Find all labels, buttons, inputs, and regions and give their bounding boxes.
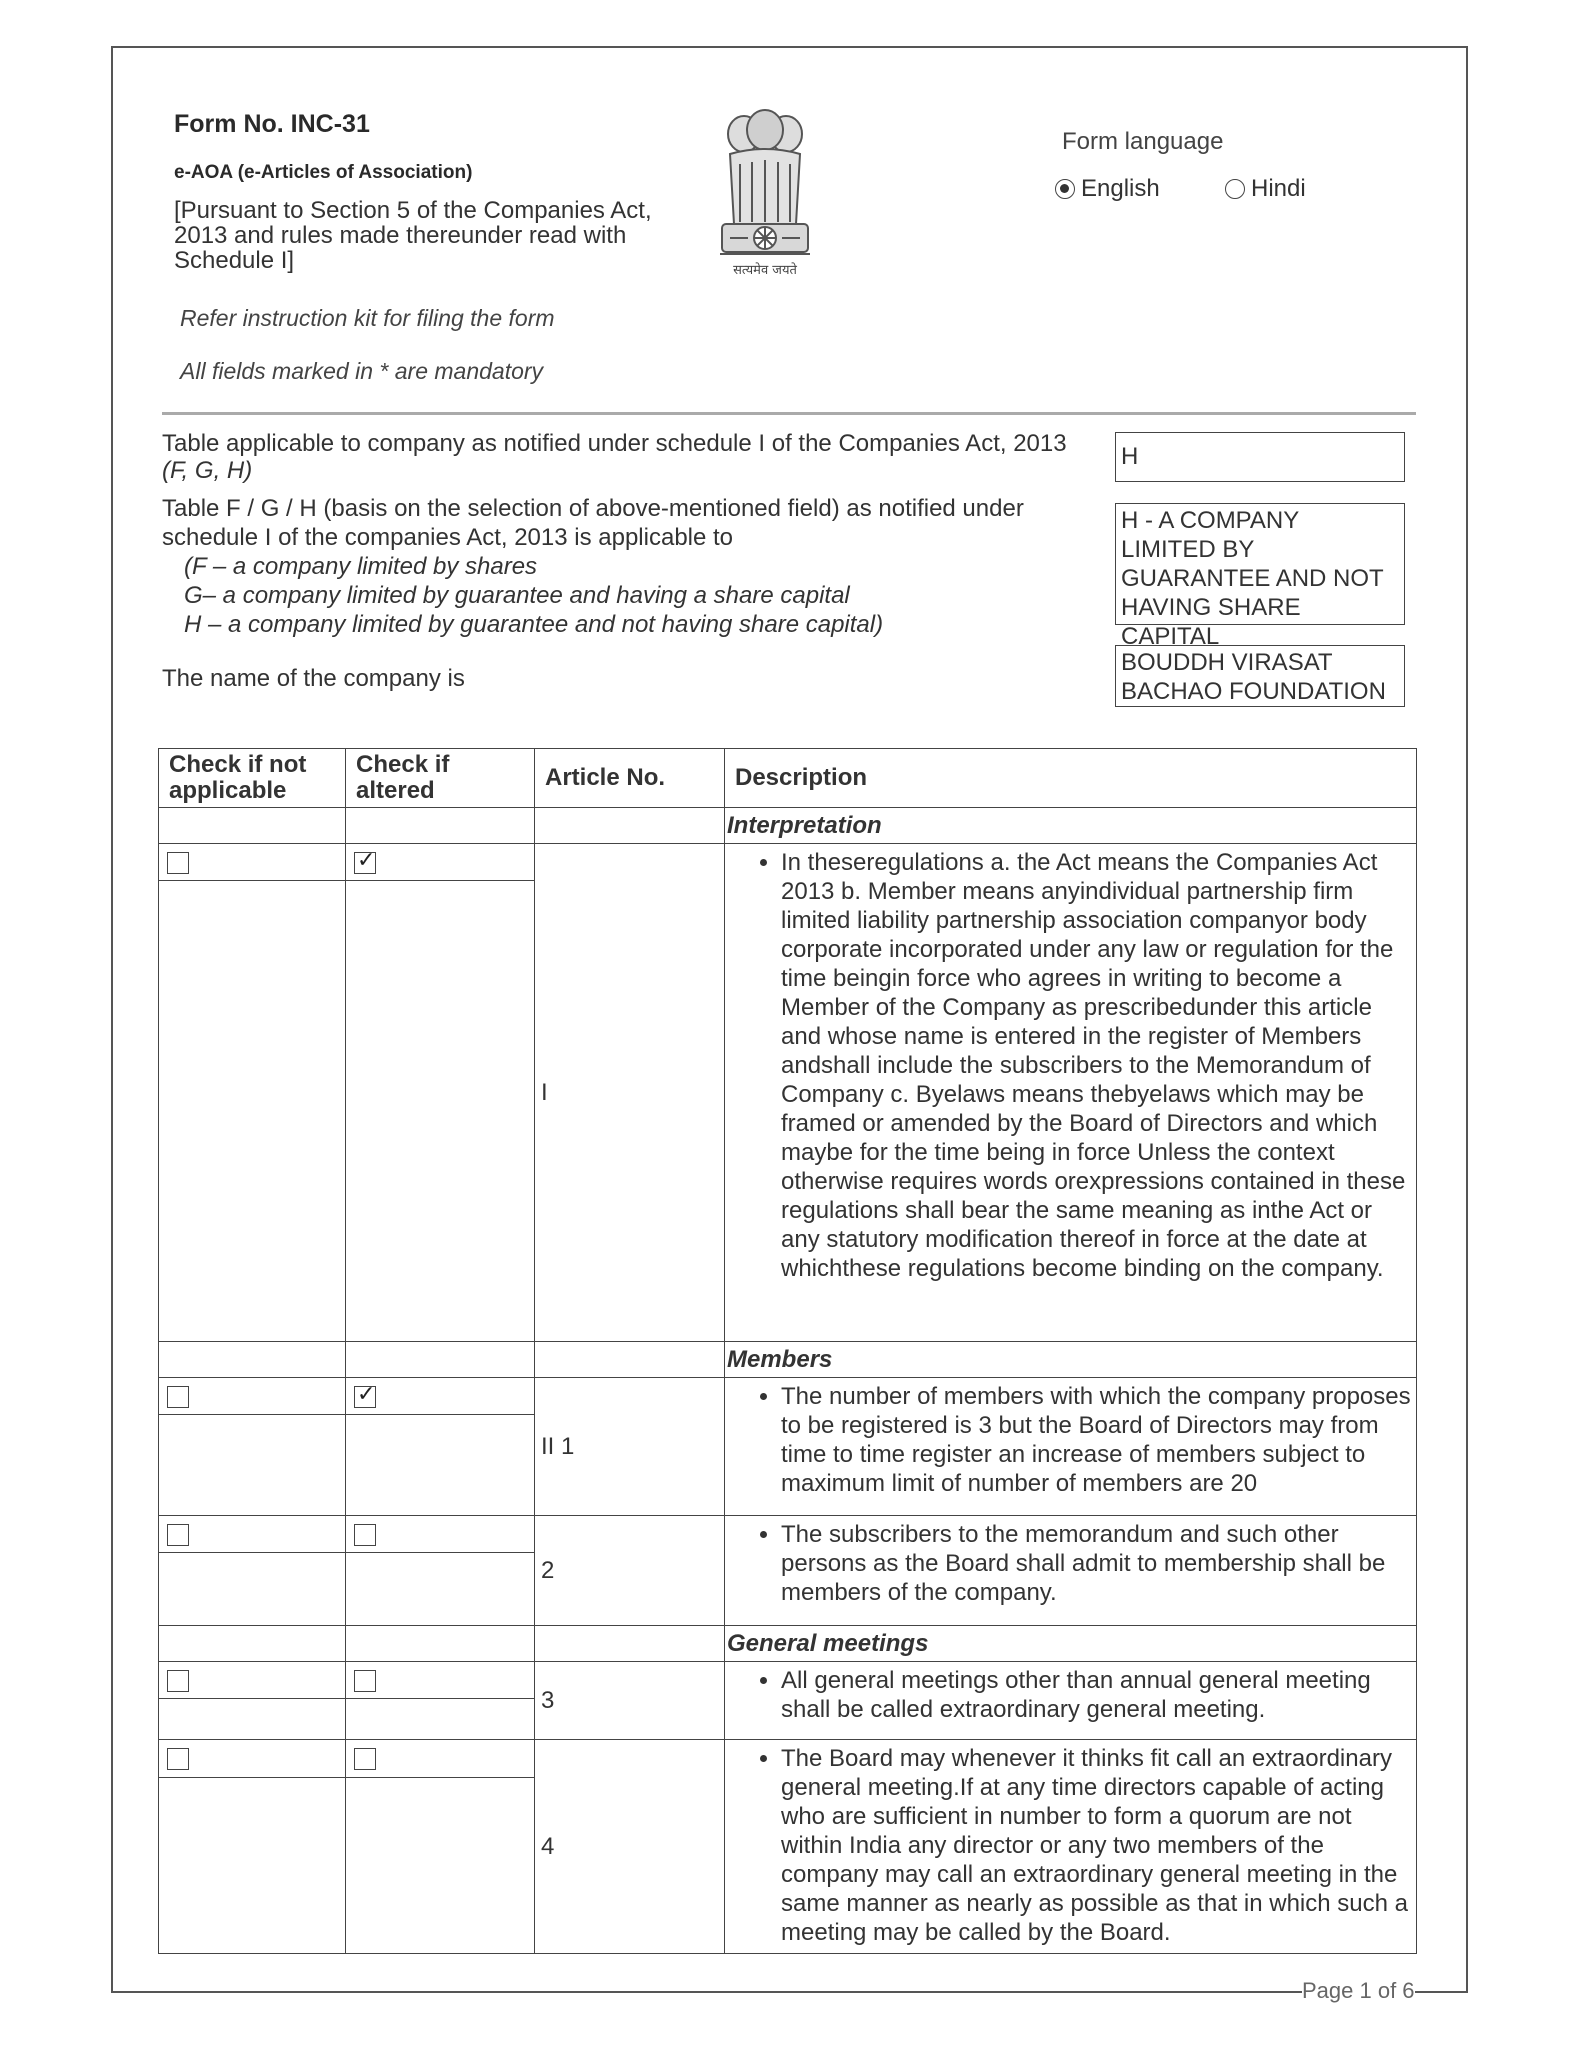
article-number: 4 <box>535 1740 725 1954</box>
table-row <box>159 1378 1417 1415</box>
table-row <box>159 1740 1417 1778</box>
section-row <box>159 1342 1417 1378</box>
question-text: Table applicable to company as notified under schedule I of the Companies Act, 2013 <box>162 430 1067 457</box>
basis-value-field[interactable]: H - A COMPANY LIMITED BY GUARANTEE AND NOT HAVING SHARE CAPITAL <box>1115 503 1405 625</box>
section-row <box>159 1626 1417 1662</box>
article-description: • The Board may whenever it thinks fit call an extraordinary general meeting.If at any time directors capable of acting who are sufficient in number to form a quorum are not within India any director or any two members of the company may call an extraordinary general meeting in the same manner as nearly as possible as that in which such a meeting may be called by the Board. <box>725 1740 1417 1954</box>
section-row <box>159 808 1417 844</box>
not-applicable-checkbox[interactable] <box>167 1748 189 1770</box>
article-description: • In theseregulations a. the Act means the Companies Act 2013 b. Member means anyindividual partnership firm limited liability partnership association companyor body corporate incorporated under any law or regulation for the time beingin force who agrees in writing to become a Member of the Company as prescribedunder this article and whose name is entered in the register of Members andshall include the subscribers to the Memorandum of Company c. Byelaws means thebyelaws which may be framed or amended by the Board of Directors and which maybe for the time being in force Unless the context otherwise requires words orexpressions contained in these regulations shall bear the same meaning as inthe Act or any statutory modification thereof in force at the date at whichthese regulations become binding on the company. <box>725 844 1417 1342</box>
form-number: Form No. INC-31 <box>174 110 370 138</box>
question-hint: (F, G, H) <box>162 457 253 484</box>
radio-unselected-icon[interactable] <box>1225 179 1245 199</box>
mandatory-note: All fields marked in * are mandatory <box>180 358 544 384</box>
article-description: • The number of members with which the company proposes to be registered is 3 but the Board of Directors may from time to time register an increase of members subject to maximum limit of number of members are 20 <box>725 1378 1417 1516</box>
basis-option-h: H – a company limited by guarantee and not having share capital) <box>184 611 884 638</box>
table-selection-field[interactable]: H <box>1115 432 1405 482</box>
emblem-caption: सत्यमेव जयते <box>733 263 797 278</box>
article-description: • All general meetings other than annual general meeting shall be called extraordinary general meeting. <box>725 1662 1417 1740</box>
altered-checkbox[interactable] <box>354 1386 376 1408</box>
articles-table <box>158 748 1417 1954</box>
article-number: I <box>535 844 725 1342</box>
basis-option-g: G– a company limited by guarantee and having a share capital <box>184 582 850 609</box>
language-option-hindi[interactable] <box>1225 175 1306 203</box>
table-row <box>159 844 1417 881</box>
not-applicable-checkbox[interactable] <box>167 852 189 874</box>
article-number: 2 <box>535 1516 725 1626</box>
header-divider <box>162 412 1416 415</box>
company-name-field[interactable]: BOUDDH VIRASAT BACHAO FOUNDATION <box>1115 645 1405 707</box>
column-header: Check if altered <box>346 749 535 808</box>
article-number: 3 <box>535 1662 725 1740</box>
not-applicable-checkbox[interactable] <box>167 1386 189 1408</box>
national-emblem-icon <box>700 104 830 284</box>
section-title: Members <box>725 1342 1417 1378</box>
not-applicable-checkbox[interactable] <box>167 1670 189 1692</box>
pursuant-note: [Pursuant to Section 5 of the Companies Act, 2013 and rules made thereunder read with Schedule I] <box>174 197 652 274</box>
table-applicable-question <box>162 430 1112 484</box>
form-language-label: Form language <box>1062 128 1224 155</box>
altered-checkbox[interactable] <box>354 1670 376 1692</box>
article-number: II 1 <box>535 1378 725 1516</box>
form-subtitle: e-AOA (e-Articles of Association) <box>174 162 473 183</box>
basis-question <box>162 494 1112 639</box>
radio-selected-icon[interactable] <box>1055 179 1075 199</box>
altered-checkbox[interactable] <box>354 1748 376 1770</box>
column-header: Check if not applicable <box>159 749 346 808</box>
section-title: Interpretation <box>725 808 1417 844</box>
question-text: Table F / G / H (basis on the selection of above-mentioned field) as notified under schedule I of the companies Act, 2013 is applicable to <box>162 495 1024 551</box>
language-option-label: English <box>1081 175 1160 202</box>
language-option-english[interactable] <box>1055 175 1160 203</box>
article-description: • The subscribers to the memorandum and such other persons as the Board shall admit to membership shall be members of the company. <box>725 1516 1417 1626</box>
not-applicable-checkbox[interactable] <box>167 1524 189 1546</box>
table-row <box>159 1516 1417 1553</box>
page-number: Page 1 of 6 <box>1302 1978 1415 2003</box>
company-name-label: The name of the company is <box>162 665 465 692</box>
altered-checkbox[interactable] <box>354 1524 376 1546</box>
table-row <box>159 1662 1417 1699</box>
section-title: General meetings <box>725 1626 1417 1662</box>
language-option-label: Hindi <box>1251 175 1306 202</box>
basis-option-f: (F – a company limited by shares <box>184 553 538 580</box>
altered-checkbox[interactable] <box>354 852 376 874</box>
column-header: Description <box>725 749 1417 808</box>
column-header: Article No. <box>535 749 725 808</box>
instruction-note: Refer instruction kit for filing the form <box>180 305 555 331</box>
